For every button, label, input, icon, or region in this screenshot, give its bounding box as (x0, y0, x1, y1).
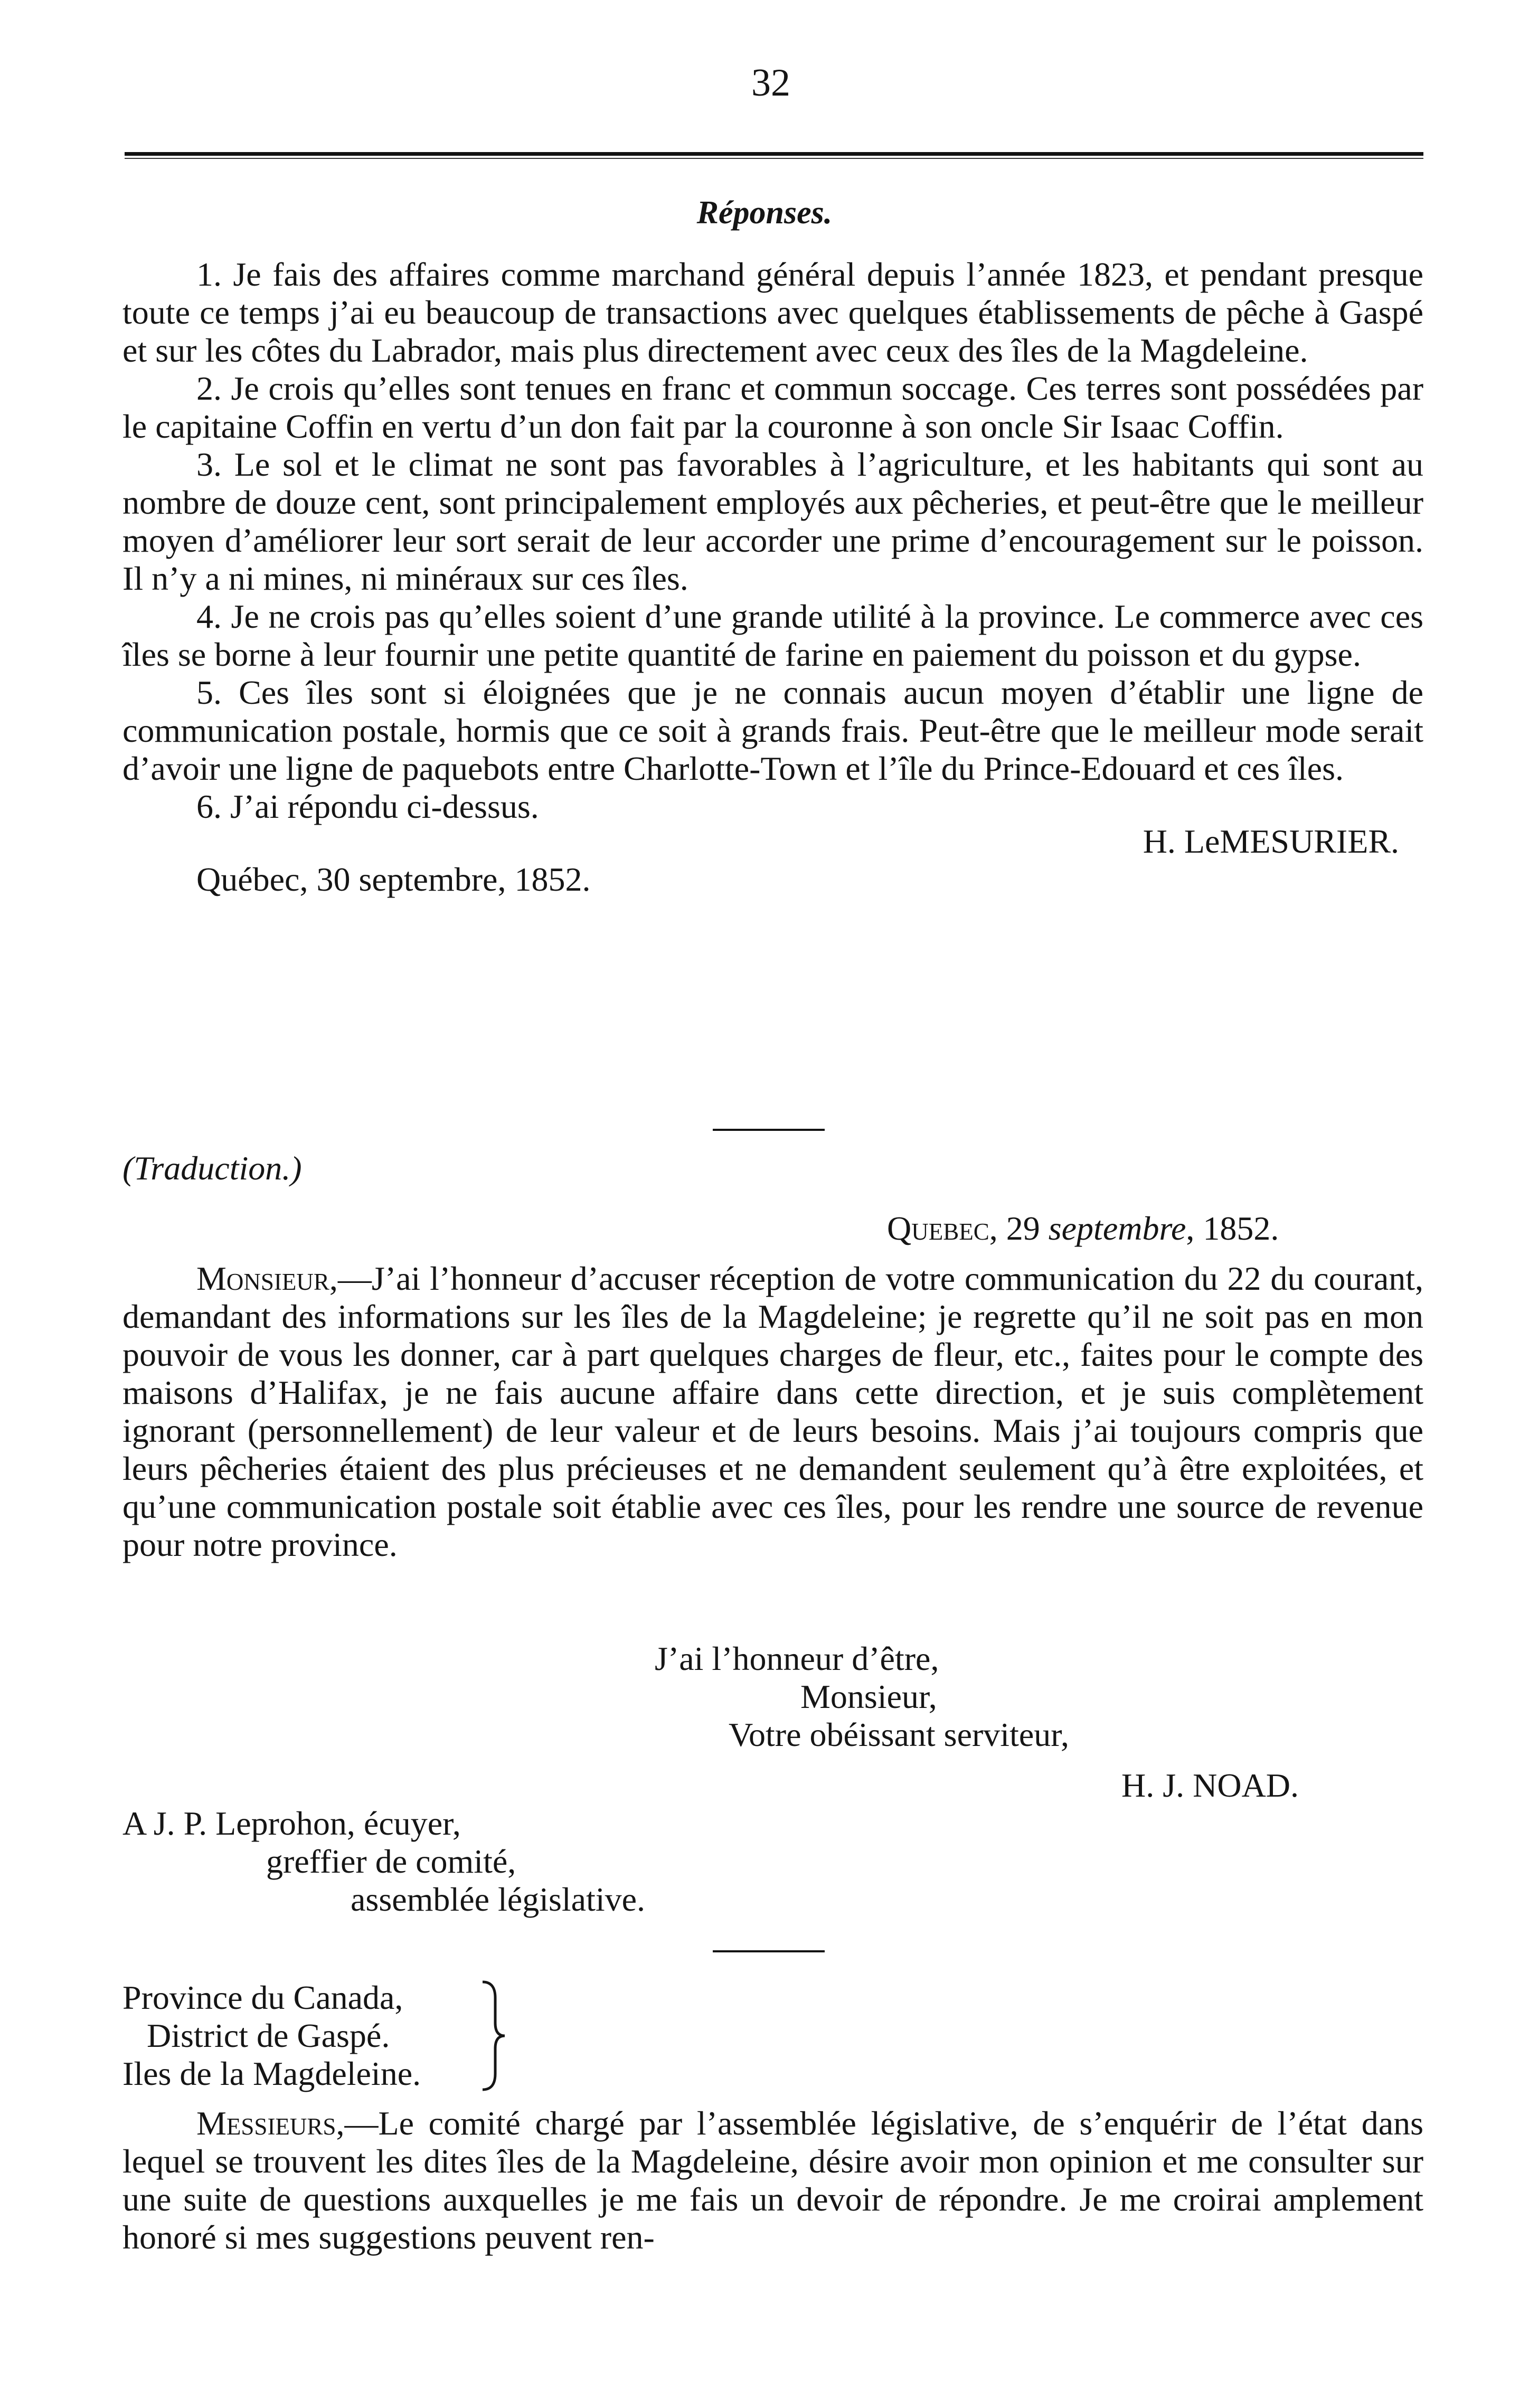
location-line-1: Province du Canada, (122, 1979, 403, 2016)
answers-section (122, 256, 1423, 899)
answer-4: 4. Je ne crois pas qu’elles soient d’une grande utilité à la province. Le commerce avec ces îles se borne à leur fournir une petite quantité de farine en paiement du poisson et du gypse. (122, 598, 1423, 673)
answer-6: 6. J’ai répondu ci-dessus. (196, 788, 539, 825)
letter1-body-block (122, 1260, 1423, 1564)
location-block (122, 1979, 421, 2093)
letter2-body-block (122, 2104, 1423, 2256)
dateline-year: , 1852. (1186, 1210, 1279, 1247)
addressee-line-3: assemblée législative. (351, 1881, 646, 1918)
section-separator-2 (713, 1950, 825, 1952)
closing-line-2: Monsieur, (800, 1678, 937, 1715)
dateline-month: septembre (1048, 1210, 1186, 1247)
closing-line-1: J’ai l’honneur d’être, (655, 1640, 939, 1677)
answer-2: 2. Je crois qu’elles sont tenues en franc et commun soccage. Ces terres sont possédées par le capitaine Coffin en vertu d’un don fait par la couronne à son oncle Sir Isaac Coffin. (122, 370, 1423, 445)
dateline-day: , 29 (989, 1210, 1049, 1247)
header-rule-thick (125, 152, 1423, 156)
letter2-body (122, 2104, 1423, 2256)
addressee-line-1: A J. P. Leprohon, écuyer, (122, 1805, 461, 1842)
letter2-salutation: Messieurs (196, 2104, 336, 2142)
dateline-place: Quebec (887, 1210, 989, 1247)
letter1-body (122, 1260, 1423, 1564)
closing-line-3: Votre obéissant serviteur, (729, 1716, 1069, 1753)
signature-lemesurier: H. LeMESURIER. (1143, 823, 1399, 860)
header-rule (125, 152, 1423, 159)
location-line-2: District de Gaspé. (147, 2017, 390, 2054)
page-number: 32 (751, 61, 790, 105)
right-brace-icon (477, 1979, 509, 2093)
letter2-text: ,—Le comité chargé par l’assemblée législative, de s’enquérir de l’état dans lequel se trouvent les dites îles de la Magdeleine, désire avoir mon opinion et me consulter sur une suite de questions auxquelles je me fais un devoir de répondre. Je me croirai amplement honoré si mes suggestions peuvent ren- (122, 2104, 1423, 2256)
section-separator-1 (713, 1129, 825, 1131)
letter1-dateline (887, 1209, 1279, 1248)
location-line-3: Iles de la Magdeleine. (122, 2055, 421, 2092)
signature-noad: H. J. NOAD. (1121, 1767, 1299, 1804)
letter1-salutation: Monsieur (196, 1260, 329, 1297)
addressee-line-2: greffier de comité, (266, 1843, 516, 1880)
place-date-quebec: Québec, 30 septembre, 1852. (196, 861, 591, 898)
answer-3: 3. Le sol et le climat ne sont pas favorables à l’agriculture, et les habitants qui sont au nombre de douze cent, sont principalement employés aux pêcheries, et peut-être que le meilleur moyen d’améliorer leur sort serait de leur accorder une prime d’encouragement sur le poisson. Il n’y a ni mines, ni minéraux sur ces îles. (122, 446, 1423, 597)
header-rule-thin (125, 158, 1423, 159)
letter1-text: ,—J’ai l’honneur d’accuser réception de votre communication du 22 du courant, demandant des informations sur les îles de la Magdeleine; je regrette qu’il ne soit pas en mon pouvoir de vous les donner, car à part quelques charges de fleur, etc., faites pour le compte des maisons d’Halifax, je ne fais aucune affaire dans cette direction, et je suis complètement ignorant (personnellement) de leur valeur et de leurs besoins. Mais j’ai toujours compris que leurs pêcheries étaient des plus précieuses et ne demandent seulement qu’à être exploitées, et qu’une communication postale soit établie avec ces îles, pour les rendre une source de revenue pour notre province. (122, 1260, 1423, 1563)
translation-label: (Traduction.) (122, 1149, 302, 1187)
answer-5: 5. Ces îles sont si éloignées que je ne connais aucun moyen d’établir une ligne de communication postale, hormis que ce soit à grands frais. Peut-être que le meilleur mode serait d’avoir une ligne de paquebots entre Charlotte-Town et l’île du Prince-Edouard et ces îles. (122, 674, 1423, 787)
answer-1: 1. Je fais des affaires comme marchand général depuis l’année 1823, et pendant presque toute ce temps j’ai eu beaucoup de transactions avec quelques établissements de pêche à Gaspé et sur les côtes du Labrador, mais plus directement avec ceux des îles de la Magdeleine. (122, 256, 1423, 369)
answers-heading: Réponses. (696, 195, 833, 231)
